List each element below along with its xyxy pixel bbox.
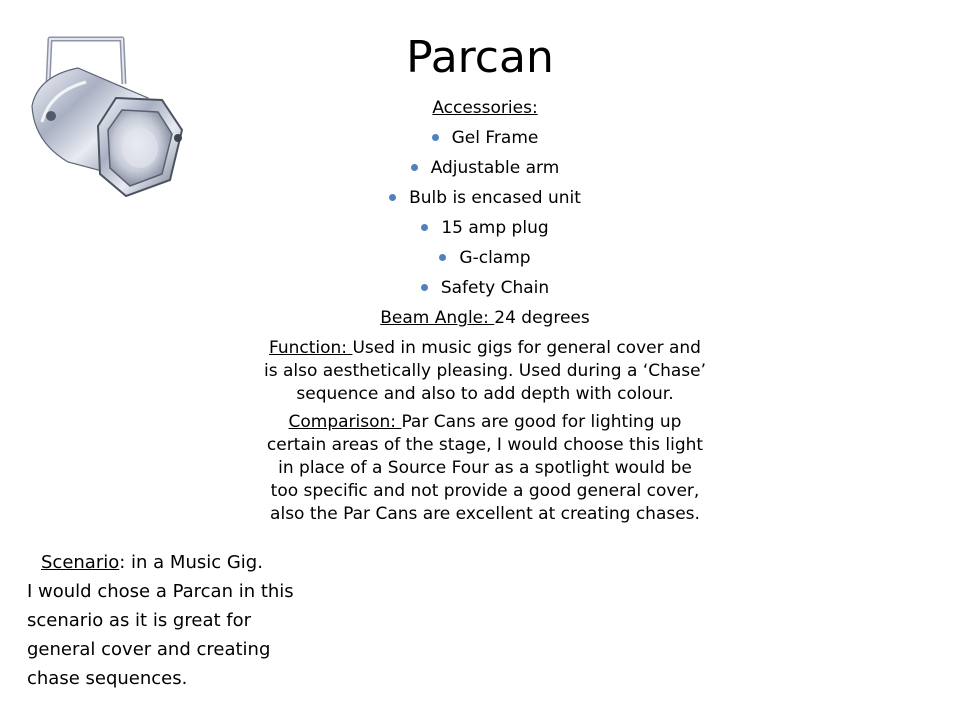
beam-angle-value: 24 degrees: [494, 308, 590, 328]
bullet-icon: [421, 284, 428, 291]
list-item: Safety Chain: [262, 277, 708, 300]
bullet-icon: [411, 164, 418, 171]
function-label: Function:: [269, 338, 353, 358]
scenario-paragraph: [27, 548, 297, 693]
list-item: 15 amp plug: [262, 217, 708, 240]
beam-angle-label: Beam Angle:: [380, 308, 495, 328]
bullet-icon: [432, 134, 439, 141]
comparison-text: Par Cans are good for lighting up certain areas of the stage, I would choose this light in place of a Source Four as a spotlight would be too specific and not provide a good general cover, also the Par Cans are excellent at creating chases.: [266, 412, 704, 524]
scenario-first-line: : in a Music Gig.: [119, 552, 263, 573]
comparison-label: Comparison:: [288, 412, 402, 432]
scenario-text: I would chose a Parcan in this scenario as it is great for general cover and creating chase sequences.: [27, 581, 294, 689]
list-item: Gel Frame: [262, 127, 708, 150]
bullet-icon: [439, 254, 446, 261]
parcan-lamp-image: [20, 34, 195, 204]
slide-title: Parcan: [406, 32, 554, 83]
list-item: Bulb is encased unit: [262, 187, 708, 210]
comparison-paragraph: [262, 411, 708, 526]
slide-body: [262, 97, 708, 531]
bullet-icon: [421, 224, 428, 231]
beam-angle: [262, 307, 708, 330]
bullet-icon: [389, 194, 396, 201]
list-item: Adjustable arm: [262, 157, 708, 180]
list-item: G-clamp: [262, 247, 708, 270]
accessories-list: [262, 127, 708, 300]
function-paragraph: [262, 337, 708, 406]
accessories-heading: Accessories:: [432, 98, 538, 118]
function-text: Used in music gigs for general cover and is also aesthetically pleasing. Used during a ‘Chase’ sequence and also to add depth with colour.: [263, 338, 707, 404]
scenario-label: Scenario: [41, 552, 120, 573]
